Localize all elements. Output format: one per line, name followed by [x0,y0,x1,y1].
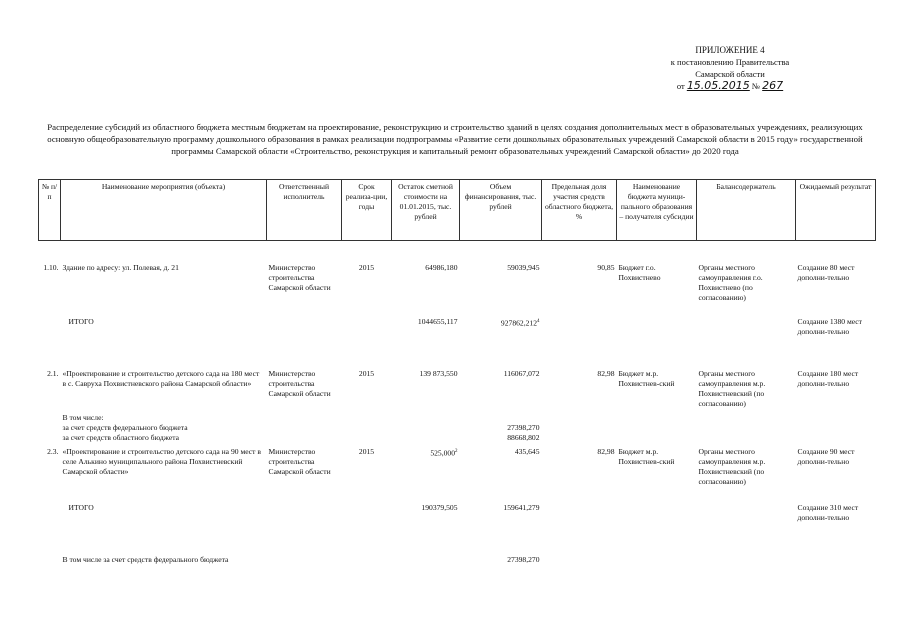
header-executor: Ответственный исполнитель [267,180,342,241]
total-funding-cell [460,317,542,369]
row-executor: Министерство строительства Самарской области [268,262,331,292]
row-funding: 435,645 [514,446,540,456]
row-balance: 139 873,550 [419,368,458,378]
appendix-title: ПРИЛОЖЕНИЕ 4 [695,45,765,55]
distribution-table [38,179,876,565]
total-result: Создание 1380 мест дополни-тельно [797,316,862,336]
row-number: 2.3. [47,446,59,456]
subtotal-row [39,433,876,447]
row-name: «Проектирование и строительство детского сада на 90 мест в селе Алькино муниципального района Похвистневский Самарской области» [62,446,261,476]
header-result: Ожидаемый результат [796,180,876,241]
header-funding: Объем финансирования, тыс. рублей [460,180,542,241]
footnote-marker: 2 [455,448,458,454]
row-term: 2015 [358,262,375,272]
row-name: Здание по адресу: ул. Полевая, д. 21 [62,262,179,272]
row-number: 2.1. [47,368,59,378]
row-executor: Министерство строительства Самарской области [268,368,331,398]
total-funding: 159641,279 [503,502,540,512]
total-row [39,503,876,555]
row-name: «Проектирование и строительство детского сада на 180 мест в с. Савруха Похвистневского района Самарской области» [62,368,260,388]
row-result: Создание 180 мест дополни-тельно [797,368,859,388]
document-heading: Распределение субсидий из областного бюджета местным бюджетам на проектирование, реконструкцию и строительство зданий в целях создания дополнительных мест в образовательных учреждениях, реализующих основную общеобразовательную программу дошкольного образования в рамках реализации подпрограммы «Развитие сети дошкольных образовательных учреждений Самарской области в 2015 году» государственной программы Самарской области «Строительство, реконструкция и капитальный ремонт образовательных учреждений Самарской области» до 2020 года [47,122,863,156]
number-prefix: № [751,81,761,91]
total-balance: 1044655,117 [417,316,458,326]
row-holder: Органы местного самоуправления г.о. Похвистнево (по согласованию) [698,262,763,302]
appendix-date-line [630,80,830,92]
header-number: № п/п [39,180,61,241]
row-executor: Министерство строительства Самарской области [268,446,331,476]
total-label: ИТОГО [68,502,94,512]
row-budget: Бюджет г.о. Похвистнево [618,262,661,282]
row-balance-cell [392,447,460,503]
row-holder: Органы местного самоуправления м.р. Похвистневский (по согласованию) [698,368,766,408]
row-result: Создание 80 мест дополни-тельно [797,262,855,282]
row-number: 1.10. [43,262,59,272]
including-label: В том числе: [62,412,104,422]
row-term: 2015 [358,368,375,378]
number-value: 267 [762,79,784,92]
header-name: Наименование мероприятия (объекта) [61,180,267,241]
row-holder: Органы местного самоуправления м.р. Похвистневский (по согласованию) [698,446,766,486]
footnote-marker: 4 [537,318,540,324]
table-header-row [39,180,876,241]
row-term: 2015 [358,446,375,456]
regional-value: 88668,802 [507,432,540,442]
table-row [39,263,876,317]
row-share: 82,98 [597,446,615,456]
row-funding: 116067,072 [503,368,540,378]
appendix-line-3: Самарской области [695,69,765,79]
federal-total-value: 27398,270 [507,554,540,564]
total-funding: 927862,212 [500,318,537,328]
federal-total-label: В том числе за счет средств федерального бюджета [62,554,229,564]
table-row [39,447,876,503]
header-budget: Наименование бюджета муници-пального образования – получателя субсидии [617,180,697,241]
row-budget: Бюджет м.р. Похвистнев-ский [618,446,675,466]
total-balance: 190379,505 [421,502,458,512]
date-value: 15.05.2015 [686,79,750,92]
subtotal-row [39,423,876,433]
regional-label: за счет средств областного бюджета [62,432,179,442]
total-result: Создание 310 мест дополни-тельно [797,502,859,522]
header-share: Предельная доля участия средств областного бюджета, % [542,180,617,241]
row-balance: 64986,180 [425,262,458,272]
table-row [39,369,876,413]
total-row [39,317,876,369]
federal-value: 27398,270 [507,422,540,432]
appendix-block [630,44,830,92]
row-balance: 525,000 [430,448,455,458]
row-share: 82,98 [597,368,615,378]
federal-total-row [39,555,876,565]
row-funding: 59039,945 [507,262,540,272]
federal-label: за счет средств федерального бюджета [62,422,188,432]
date-prefix: от [676,81,685,91]
row-share: 90,85 [597,262,615,272]
subtotal-row [39,413,876,423]
row-budget: Бюджет м.р. Похвистнев-ский [618,368,675,388]
header-balance: Остаток сметной стоимости на 01.01.2015, тыс. рублей [392,180,460,241]
total-label: ИТОГО [68,316,94,326]
header-term: Срок реализа-ции, годы [342,180,392,241]
appendix-line-2: к постановлению Правительства [670,57,790,67]
row-result: Создание 90 мест дополни-тельно [797,446,855,466]
header-holder: Балансодержатель [697,180,796,241]
